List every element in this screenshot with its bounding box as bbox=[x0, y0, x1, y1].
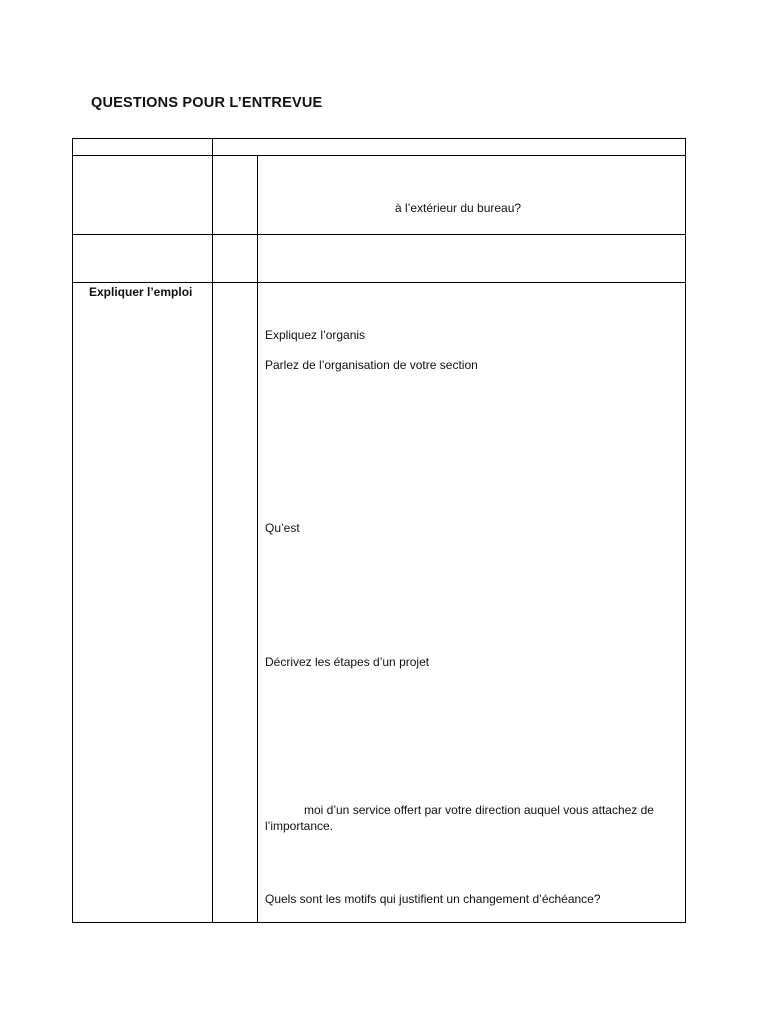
column-divider bbox=[257, 155, 258, 923]
table-border-right bbox=[685, 138, 686, 923]
table-border-bottom bbox=[72, 922, 686, 923]
question-item: Quels sont les motifs qui justifient un changement d’échéance? bbox=[265, 892, 601, 906]
question-item: Parlez de l’organisation de votre section bbox=[265, 358, 478, 372]
page-title: QUESTIONS POUR L’ENTREVUE bbox=[91, 95, 323, 111]
row-divider bbox=[72, 155, 686, 156]
table-border-left bbox=[72, 138, 73, 923]
question-item-continuation: l’importance. bbox=[265, 819, 334, 833]
column-divider bbox=[212, 138, 213, 923]
table-border-top bbox=[72, 138, 686, 139]
section-label-expliquer-emploi: Expliquer l’emploi bbox=[89, 285, 193, 299]
table-cell-question: à l’extérieur du bureau? bbox=[395, 201, 522, 215]
question-item: Qu’est bbox=[265, 521, 300, 535]
row-divider bbox=[72, 282, 686, 283]
question-item: moi d’un service offert par votre direction auquel vous attachez de bbox=[304, 803, 654, 817]
question-item: Décrivez les étapes d’un projet bbox=[265, 655, 430, 669]
row-divider bbox=[72, 234, 686, 235]
question-item: Expliquez l’organis bbox=[265, 328, 366, 342]
